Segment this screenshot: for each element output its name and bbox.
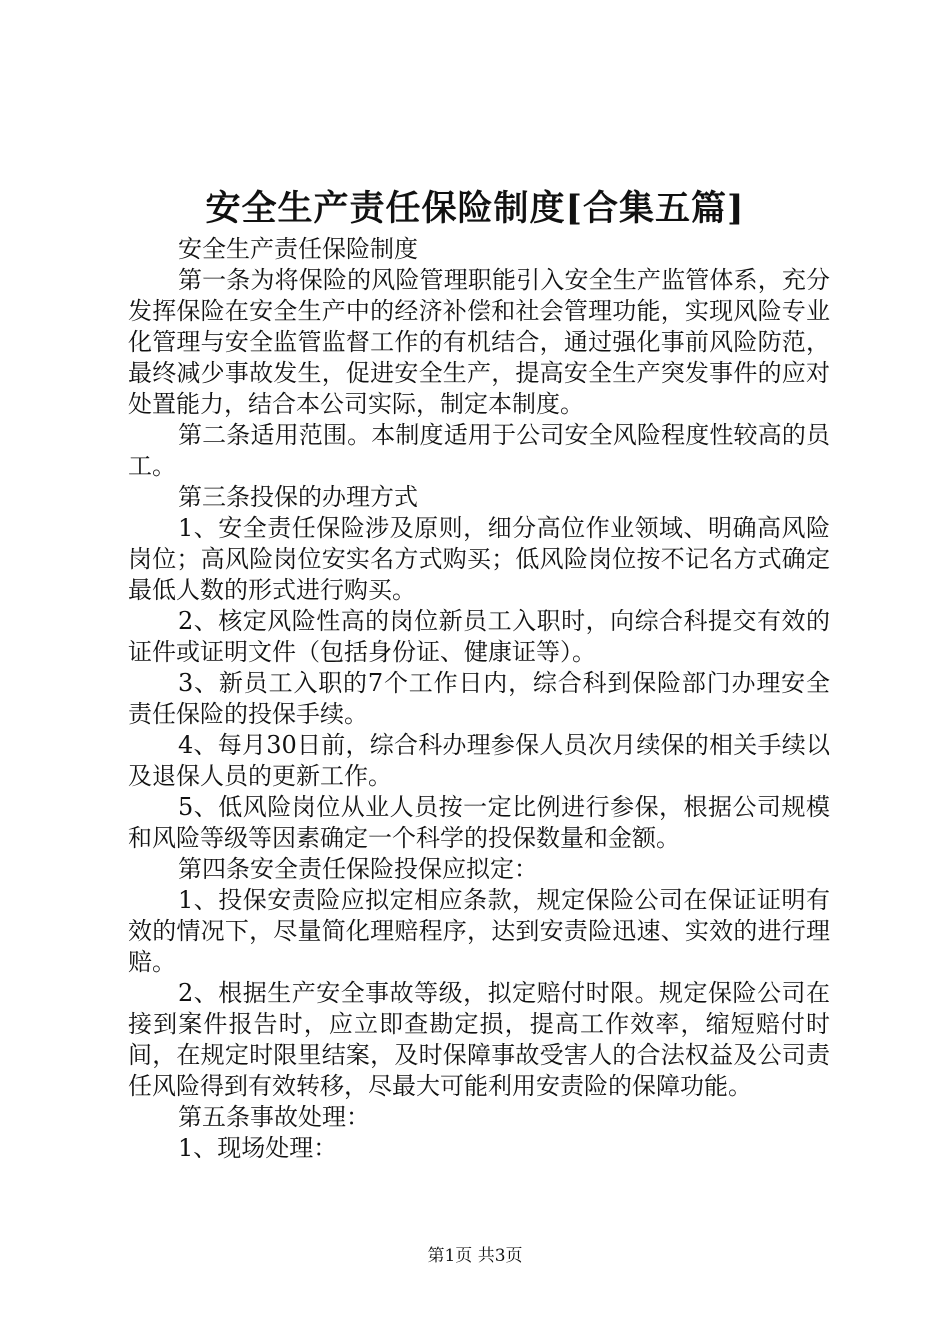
page-footer: 第1页 共3页 — [427, 1246, 523, 1266]
document-body — [128, 234, 830, 1164]
article-4-heading: 第四条安全责任保险投保应拟定： — [178, 855, 538, 883]
article-3-item-5: 5、低风险岗位从业人员按一定比例进行参保，根据公司规模和风险等级等因素确定一个科学的投保数量和金额。 — [128, 793, 830, 852]
article-4-item-1: 1、投保安责险应拟定相应条款，规定保险公司在保证证明有效的情况下，尽量简化理赔程序，达到安责险迅速、实效的进行理赔。 — [128, 886, 830, 976]
article-3-item-2: 2、核定风险性高的岗位新员工入职时，向综合科提交有效的证件或证明文件（包括身份证、健康证等）。 — [128, 607, 830, 666]
article-2-paragraph: 第二条适用范围。本制度适用于公司安全风险程度性较高的员工。 — [128, 421, 830, 480]
article-3-item-4: 4、每月30日前，综合科办理参保人员次月续保的相关手续以及退保人员的更新工作。 — [128, 731, 830, 790]
article-1-paragraph: 第一条为将保险的风险管理职能引入安全生产监管体系，充分发挥保险在安全生产中的经济补偿和社会管理功能，实现风险专业化管理与安全监管监督工作的有机结合，通过强化事前风险防范，最终减少事故发生，促进安全生产，提高安全生产突发事件的应对处置能力，结合本公司实际，制定本制度。 — [128, 266, 830, 418]
section-heading: 安全生产责任保险制度 — [178, 235, 418, 263]
article-5-item-1: 1、现场处理： — [178, 1134, 338, 1162]
article-4-item-2: 2、根据生产安全事故等级，拟定赔付时限。规定保险公司在接到案件报告时，应立即查勘定损，提高工作效率，缩短赔付时间，在规定时限里结案，及时保障事故受害人的合法权益及公司责任风险得到有效转移，尽最大可能利用安责险的保障功能。 — [128, 979, 830, 1100]
article-5-heading: 第五条事故处理： — [178, 1103, 370, 1131]
article-3-item-3: 3、新员工入职的7个工作日内，综合科到保险部门办理安全责任保险的投保手续。 — [128, 669, 830, 728]
article-3-item-1: 1、安全责任保险涉及原则，细分高位作业领域、明确高风险岗位；高风险岗位安实名方式购买；低风险岗位按不记名方式确定最低人数的形式进行购买。 — [128, 514, 830, 604]
article-3-heading: 第三条投保的办理方式 — [178, 483, 418, 511]
document-title: 安全生产责任保险制度[合集五篇] — [205, 188, 745, 229]
